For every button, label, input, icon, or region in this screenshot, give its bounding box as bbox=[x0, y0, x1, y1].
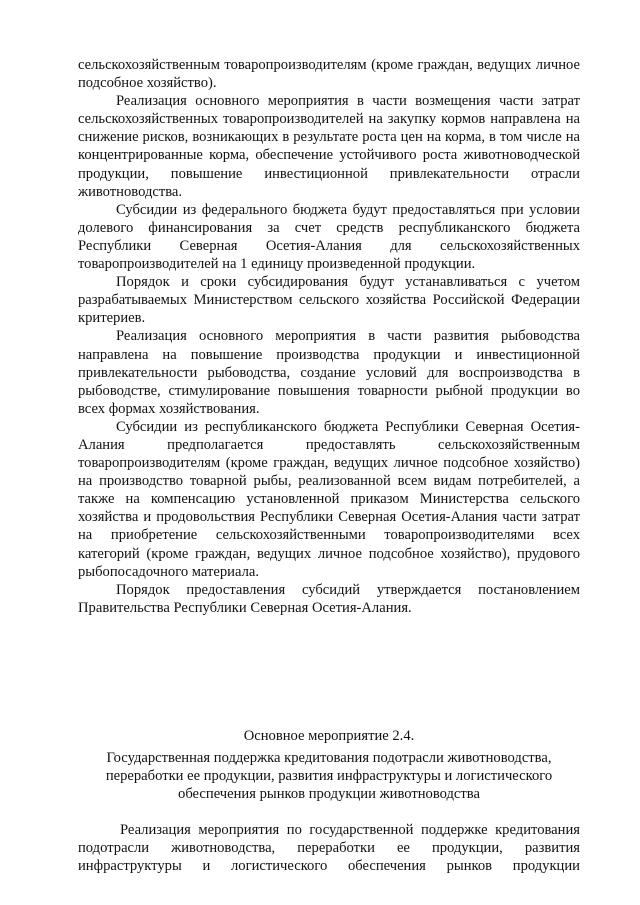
paragraph-1: сельскохозяйственным товаропроизводителям (кроме граждан, ведущих личное подсобное хозяйство). bbox=[78, 57, 580, 92]
paragraph-7: Порядок предоставления субсидий утверждается постановлением Правительства Республики Северная Осетия-Алания. bbox=[78, 581, 580, 616]
document-page bbox=[78, 56, 580, 876]
section-title-line-2: переработки ее продукции, развития инфраструктуры и логистического bbox=[105, 768, 553, 785]
section-title-line-1: Государственная поддержка кредитования подотрасли животноводства, bbox=[106, 750, 552, 766]
section-number: Основное мероприятие 2.4. bbox=[243, 727, 415, 744]
section-title-line-3: обеспечения рынков продукции животноводства bbox=[178, 786, 480, 803]
paragraph-5: Реализация основного мероприятия в части развития рыбоводства направлена на повышение производства продукции и инвестиционной привлекательности рыбоводства, создание условий для воспроизводства в рыбоводстве, стимулирование повышения товарности рыбной продукции во всех формах хозяйствования. bbox=[78, 328, 580, 417]
paragraph-3: Субсидии из федерального бюджета будут предоставляться при условии долевого финансирования за счет средств республиканского бюджета Республики Северная Осетия-Алания для сельскохозяйственных товаропроизводителей на 1 единицу произведенной продукции. bbox=[78, 201, 580, 273]
paragraph-6: Субсидии из республиканского бюджета Республики Северная Осетия-Алания предполагается предоставлять сельскохозяйственным товаропроизводителям (кроме граждан, ведущих личное подсобное хозяйство) на производство товарной рыбы, реализованной всем видам потребителей, а также на компенсацию установленной приказом Министерства сельского хозяйства и продовольствия Республики Северная Осетия-Алания части затрат на приобретение сельскохозяйственными товаропроизводителями всех категорий (кроме граждан, ведущих личное подсобное хозяйство), прудового рыбопосадочного материала. bbox=[78, 418, 580, 580]
paragraph-2: Реализация основного мероприятия в части возмещения части затрат сельскохозяйственных товаропроизводителей на закупку кормов направлена на снижение рисков, возникающих в результате роста цен на корма, в том числе на концентрированные корма, обеспечение устойчивого роста животноводческой продукции, повышение инвестиционной привлекательности отрасли животноводства. bbox=[78, 93, 580, 200]
paragraph-8: Реализация мероприятия по государственной поддержке кредитования подотрасли животноводства, переработки ее продукции, развития инфраструктуры и логистического обеспечения рынков продукции bbox=[78, 822, 580, 875]
page-gap bbox=[78, 617, 580, 727]
paragraph-4: Порядок и сроки субсидирования будут устанавливаться с учетом разрабатываемых Министерством сельского хозяйства Российской Федерации критериев. bbox=[78, 274, 580, 327]
